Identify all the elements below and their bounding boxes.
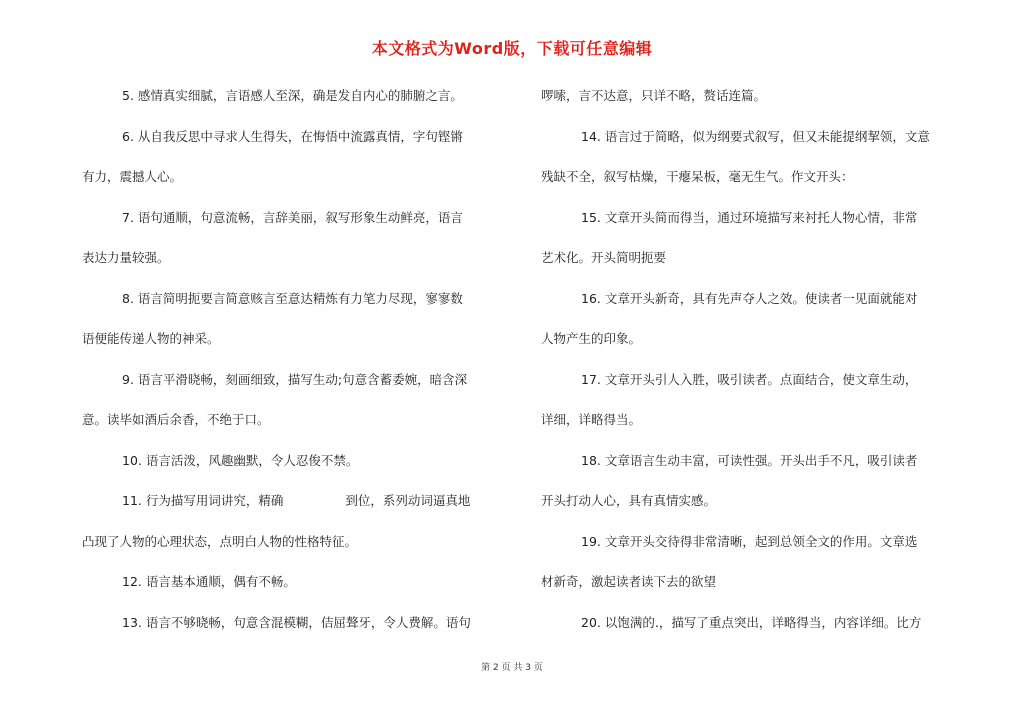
paragraph-line: 人物产生的印象。 xyxy=(541,331,642,346)
paragraph-line: 艺术化。开头简明扼要 xyxy=(541,250,667,265)
paragraph-line: 18. 文章语言生动丰富，可读性强。开头出手不凡，吸引读者 xyxy=(581,452,918,468)
paragraph-line-split xyxy=(82,487,507,514)
paragraph-line-part-b: 到位，系列动词逼真地 xyxy=(345,493,471,508)
paragraph-line: 12. 语言基本通顺，偶有不畅。 xyxy=(122,574,296,589)
paragraph-line: 17. 文章开头引人入胜，吸引读者。点面结合，使文章生动， xyxy=(581,371,918,387)
paragraph-line: 9. 语言平滑晓畅，刻画细致，描写生动;句意含蓄委婉，暗含深 xyxy=(122,371,468,387)
paragraph-line: 13. 语言不够晓畅，句意含混模糊，佶屈聱牙，令人费解。语句 xyxy=(122,614,471,630)
paragraph-line: 表达力量较强。 xyxy=(82,250,170,265)
paragraph-line: 8. 语言简明扼要言简意赅言至意达精炼有力笔力尽现，寥寥数 xyxy=(122,290,463,306)
paragraph-line: 6. 从自我反思中寻求人生得失，在悔悟中流露真情，字句铿锵 xyxy=(122,128,463,144)
paragraph-line: 20. 以饱满的.，描写了重点突出，详略得当，内容详细。比方 xyxy=(581,614,922,630)
paragraph-line: 语便能传递人物的神采。 xyxy=(82,331,220,346)
paragraph-line: 19. 文章开头交待得非常清晰，起到总领全文的作用。文章选 xyxy=(581,533,918,549)
paragraph-line: 材新奇，激起读者读下去的欲望 xyxy=(541,574,717,589)
paragraph-line: 14. 语言过于简略，似为纲要式叙写，但又未能提纲挈领，文意 xyxy=(581,128,930,144)
paragraph-line: 啰嗦，言不达意，只详不略，赘话连篇。 xyxy=(541,88,767,103)
paragraph-line: 残缺不全，叙写枯燥，干瘪呆板，毫无生气。作文开头： xyxy=(541,169,854,184)
paragraph-line: 7. 语句通顺，句意流畅，言辞美丽，叙写形象生动鲜亮，语言 xyxy=(122,209,463,225)
paragraph-line: 15. 文章开头简而得当，通过环境描写来衬托人物心情，非常 xyxy=(581,209,918,225)
document-header-title: 本文格式为Word版，下载可任意编辑 xyxy=(371,39,653,58)
paragraph-line: 16. 文章开头新奇，具有先声夺人之效。使读者一见面就能对 xyxy=(581,290,918,306)
paragraph-line: 开头打动人心，具有真情实感。 xyxy=(541,493,717,508)
paragraph-line: 详细，详略得当。 xyxy=(541,412,642,427)
page-number-footer: 第 2 页 共 3 页 xyxy=(481,663,543,673)
right-column xyxy=(541,82,962,649)
paragraph-line: 10. 语言活泼，风趣幽默，令人忍俊不禁。 xyxy=(122,452,359,468)
paragraph-line: 5. 感情真实细腻，言语感人至深，确是发自内心的肺腑之言。 xyxy=(122,88,463,103)
paragraph-line: 有力，震撼人心。 xyxy=(82,169,183,184)
left-column xyxy=(82,82,507,649)
paragraph-line: 意。读毕如酒后余香，不绝于口。 xyxy=(82,412,270,427)
paragraph-line: 凸现了人物的心理状态，点明白人物的性格特征。 xyxy=(82,533,358,549)
paragraph-line-part-a: 11. 行为描写用词讲究，精确 xyxy=(122,493,284,508)
